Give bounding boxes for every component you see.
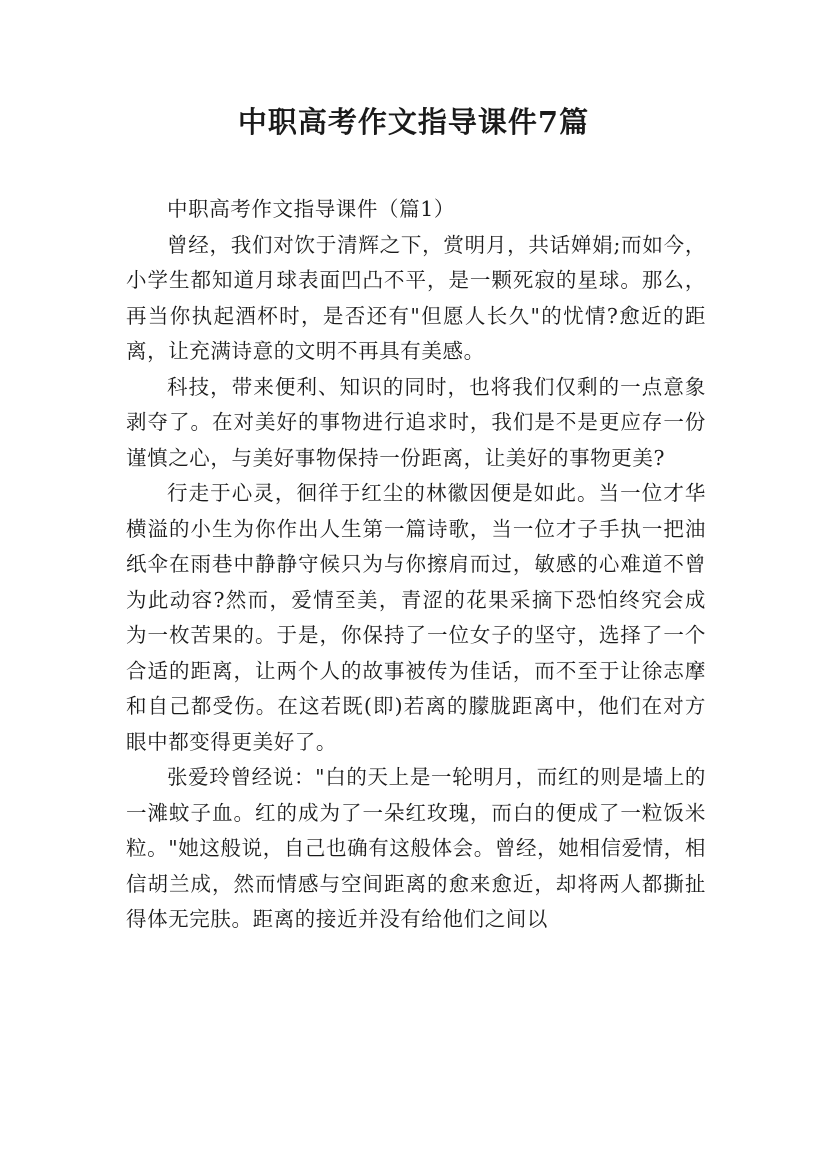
section-heading: 中职高考作文指导课件（篇1） xyxy=(167,197,455,221)
paragraph-4: 张爱玲曾经说："白的天上是一轮明月，而红的则是墙上的一滩蚊子血。红的成为了一朵红玫瑰，而白的便成了一粒饭米粒。"她这般说，自己也确有这般体会。曾经，她相信爱情，相信胡兰成，然而情感与空间距离的愈来愈近，却将两人都撕扯得体无完肤。距离的接近并没有给他们之间以 xyxy=(126,765,706,931)
paragraph-1: 曾经，我们对饮于清辉之下，赏明月，共话婵娟;而如今，小学生都知道月球表面凹凸不平，是一颗死寂的星球。那么，再当你执起酒杯时，是否还有"但愿人长久"的忧情?愈近的距离，让充满诗意的文明不再具有美感。 xyxy=(126,232,706,363)
document-title: 中职高考作文指导课件7篇 xyxy=(237,105,590,139)
document-body xyxy=(126,192,706,938)
paragraph-3: 行走于心灵，徊徉于红尘的林徽因便是如此。当一位才华横溢的小生为你作出人生第一篇诗歌，当一位才子手执一把油纸伞在雨巷中静静守候只为与你擦肩而过，敏感的心难道不曾为此动容?然而，爱情至美，青涩的花果采摘下恐怕终究会成为一枚苦果的。于是，你保持了一位女子的坚守，选择了一个合适的距离，让两个人的故事被传为佳话，而不至于让徐志摩和自己都受伤。在这若既(即)若离的朦胧距离中，他们在对方眼中都变得更美好了。 xyxy=(126,481,706,754)
paragraph-2: 科技，带来便利、知识的同时，也将我们仅剩的一点意象剥夺了。在对美好的事物进行追求时，我们是不是更应存一份谨慎之心，与美好事物保持一份距离，让美好的事物更美? xyxy=(126,374,706,470)
